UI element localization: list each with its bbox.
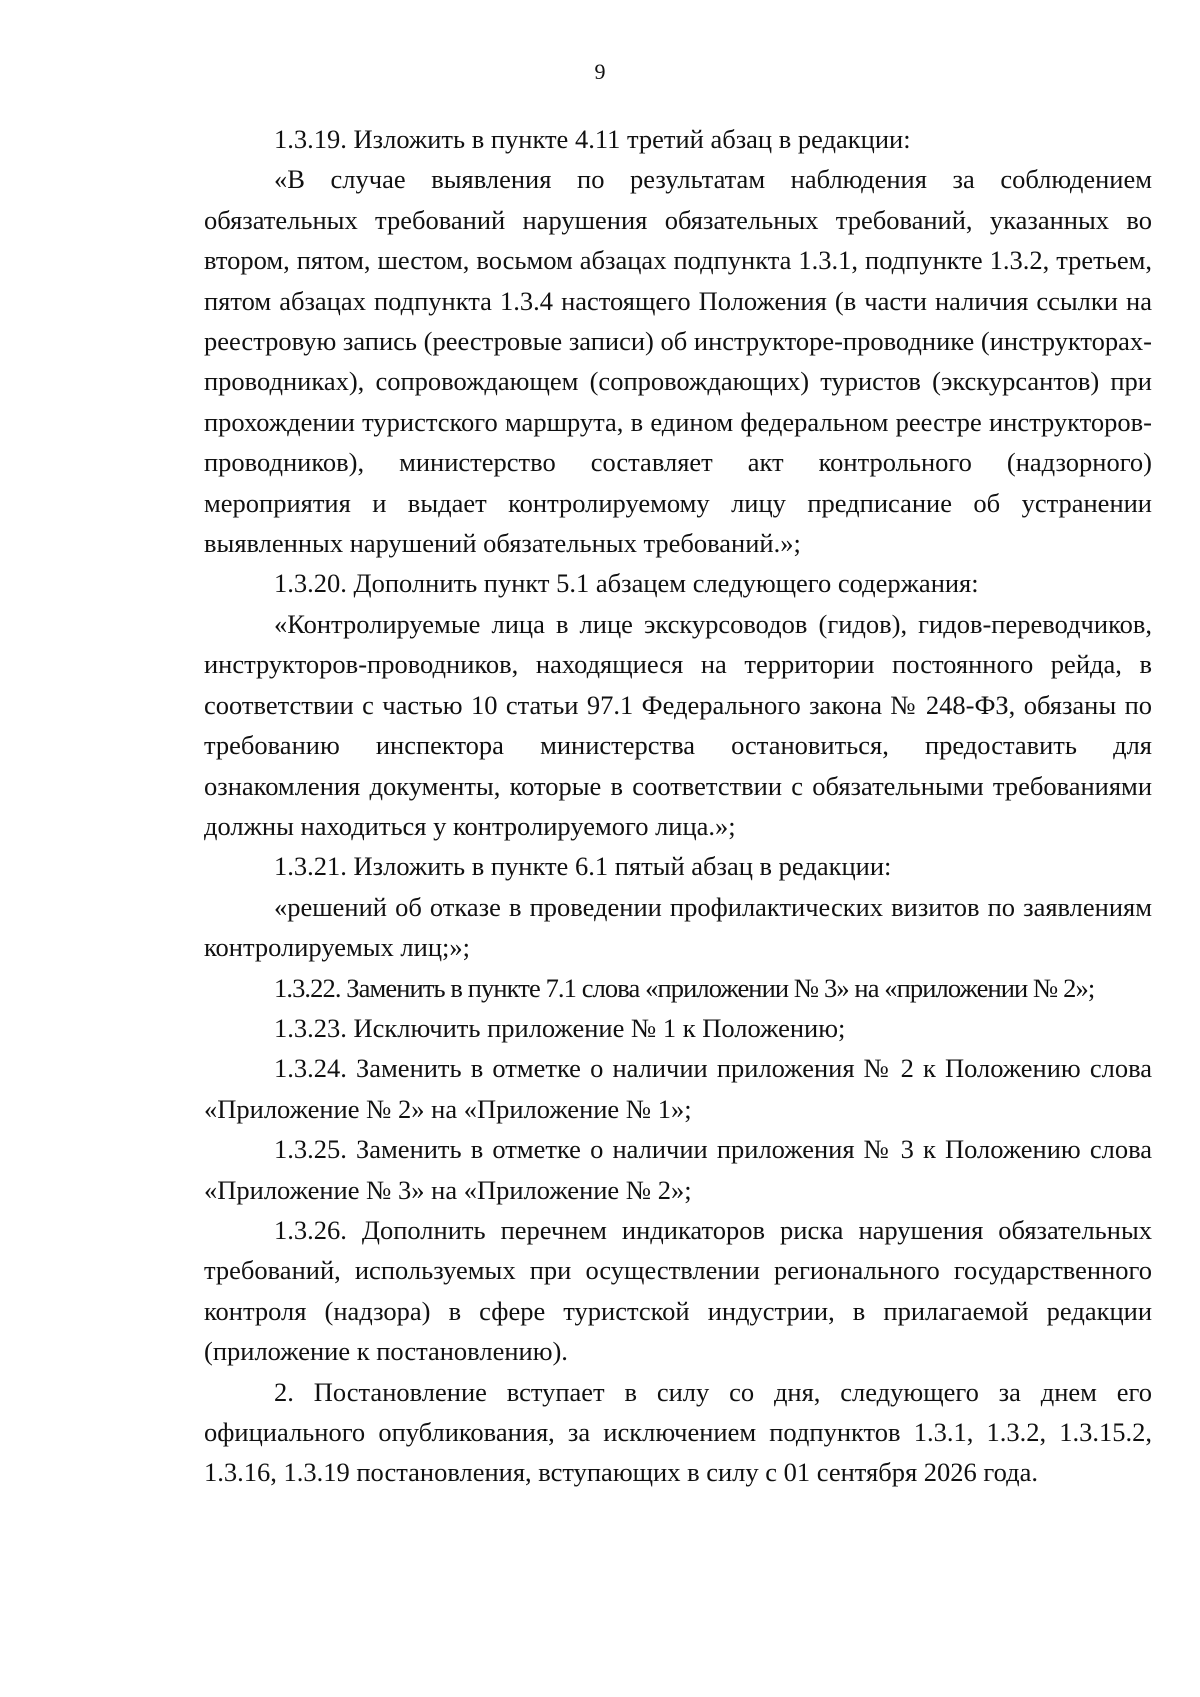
paragraph-quote-5-1: «Контролируемые лица в лице экскурсоводов (гидов), гидов-переводчиков, инструкторов-проводников, находящиеся на территории постоянного рейда, в соответствии с частью 10 статьи 97.1 Федерального закона № 248-ФЗ, обязаны по требованию инспектора министерства остановиться, предоставить для ознакомления документы, которые в соответствии с обязательными требованиями должны находиться у контролируемого лица.»; [204, 608, 1152, 841]
paragraph-1-3-21: 1.3.21. Изложить в пункте 6.1 пятый абзац в редакции: [274, 851, 892, 882]
paragraph-quote-6-1: «решений об отказе в проведении профилактических визитов по заявлениям контролируемых лиц;»; [204, 891, 1152, 963]
paragraph-1-3-19: 1.3.19. Изложить в пункте 4.11 третий абзац в редакции: [274, 124, 911, 154]
paragraph-1-3-24: 1.3.24. Заменить в отметке о наличии приложения № 2 к Положению слова «Приложение № 2» на «Приложение № 1»; [204, 1053, 1152, 1124]
document-body [204, 119, 1152, 1493]
paragraph-quote-4-11: «В случае выявления по результатам наблюдения за соблюдением обязательных требований нарушения обязательных требований, указанных во втором, пятом, шестом, восьмом абзацах подпункта 1.3.1, подпункте 1.3.2, третьем, пятом абзацах подпункта 1.3.4 настоящего Положения (в части наличия ссылки на реестровую запись (реестровые записи) об инструкторе-проводнике (инструкторах-проводниках), сопровождающем (сопровождающих) туристов (экскурсантов) при прохождении туристского маршрута, в едином федеральном реестре инструкторов-проводников), министерство составляет акт контрольного (надзорного) мероприятия и выдает контролируемому лицу предписание об устранении выявленных нарушений обязательных требований.»; [204, 164, 1152, 559]
paragraph-1-3-23: 1.3.23. Исключить приложение № 1 к Положению; [274, 1012, 846, 1043]
paragraph-1-3-25: 1.3.25. Заменить в отметке о наличии приложения № 3 к Положению слова «Приложение № 3» на «Приложение № 2»; [204, 1134, 1152, 1205]
paragraph-1-3-26: 1.3.26. Дополнить перечнем индикаторов риска нарушения обязательных требований, используемых при осуществлении регионального государственного контроля (надзора) в сфере туристской индустрии, в прилагаемой редакции (приложение к постановлению). [204, 1214, 1152, 1367]
paragraph-1-3-22: 1.3.22. Заменить в пункте 7.1 слова «приложении № 3» на «приложении № 2»; [274, 972, 1095, 1003]
paragraph-1-3-20: 1.3.20. Дополнить пункт 5.1 абзацем следующего содержания: [274, 568, 979, 599]
paragraph-2: 2. Постановление вступает в силу со дня, следующего за днем его официального опубликования, за исключением подпунктов 1.3.1, 1.3.2, 1.3.15.2, 1.3.16, 1.3.19 постановления, вступающих в силу с 01 сентября 2026 года. [204, 1376, 1152, 1488]
page-number: 9 [594, 59, 606, 84]
